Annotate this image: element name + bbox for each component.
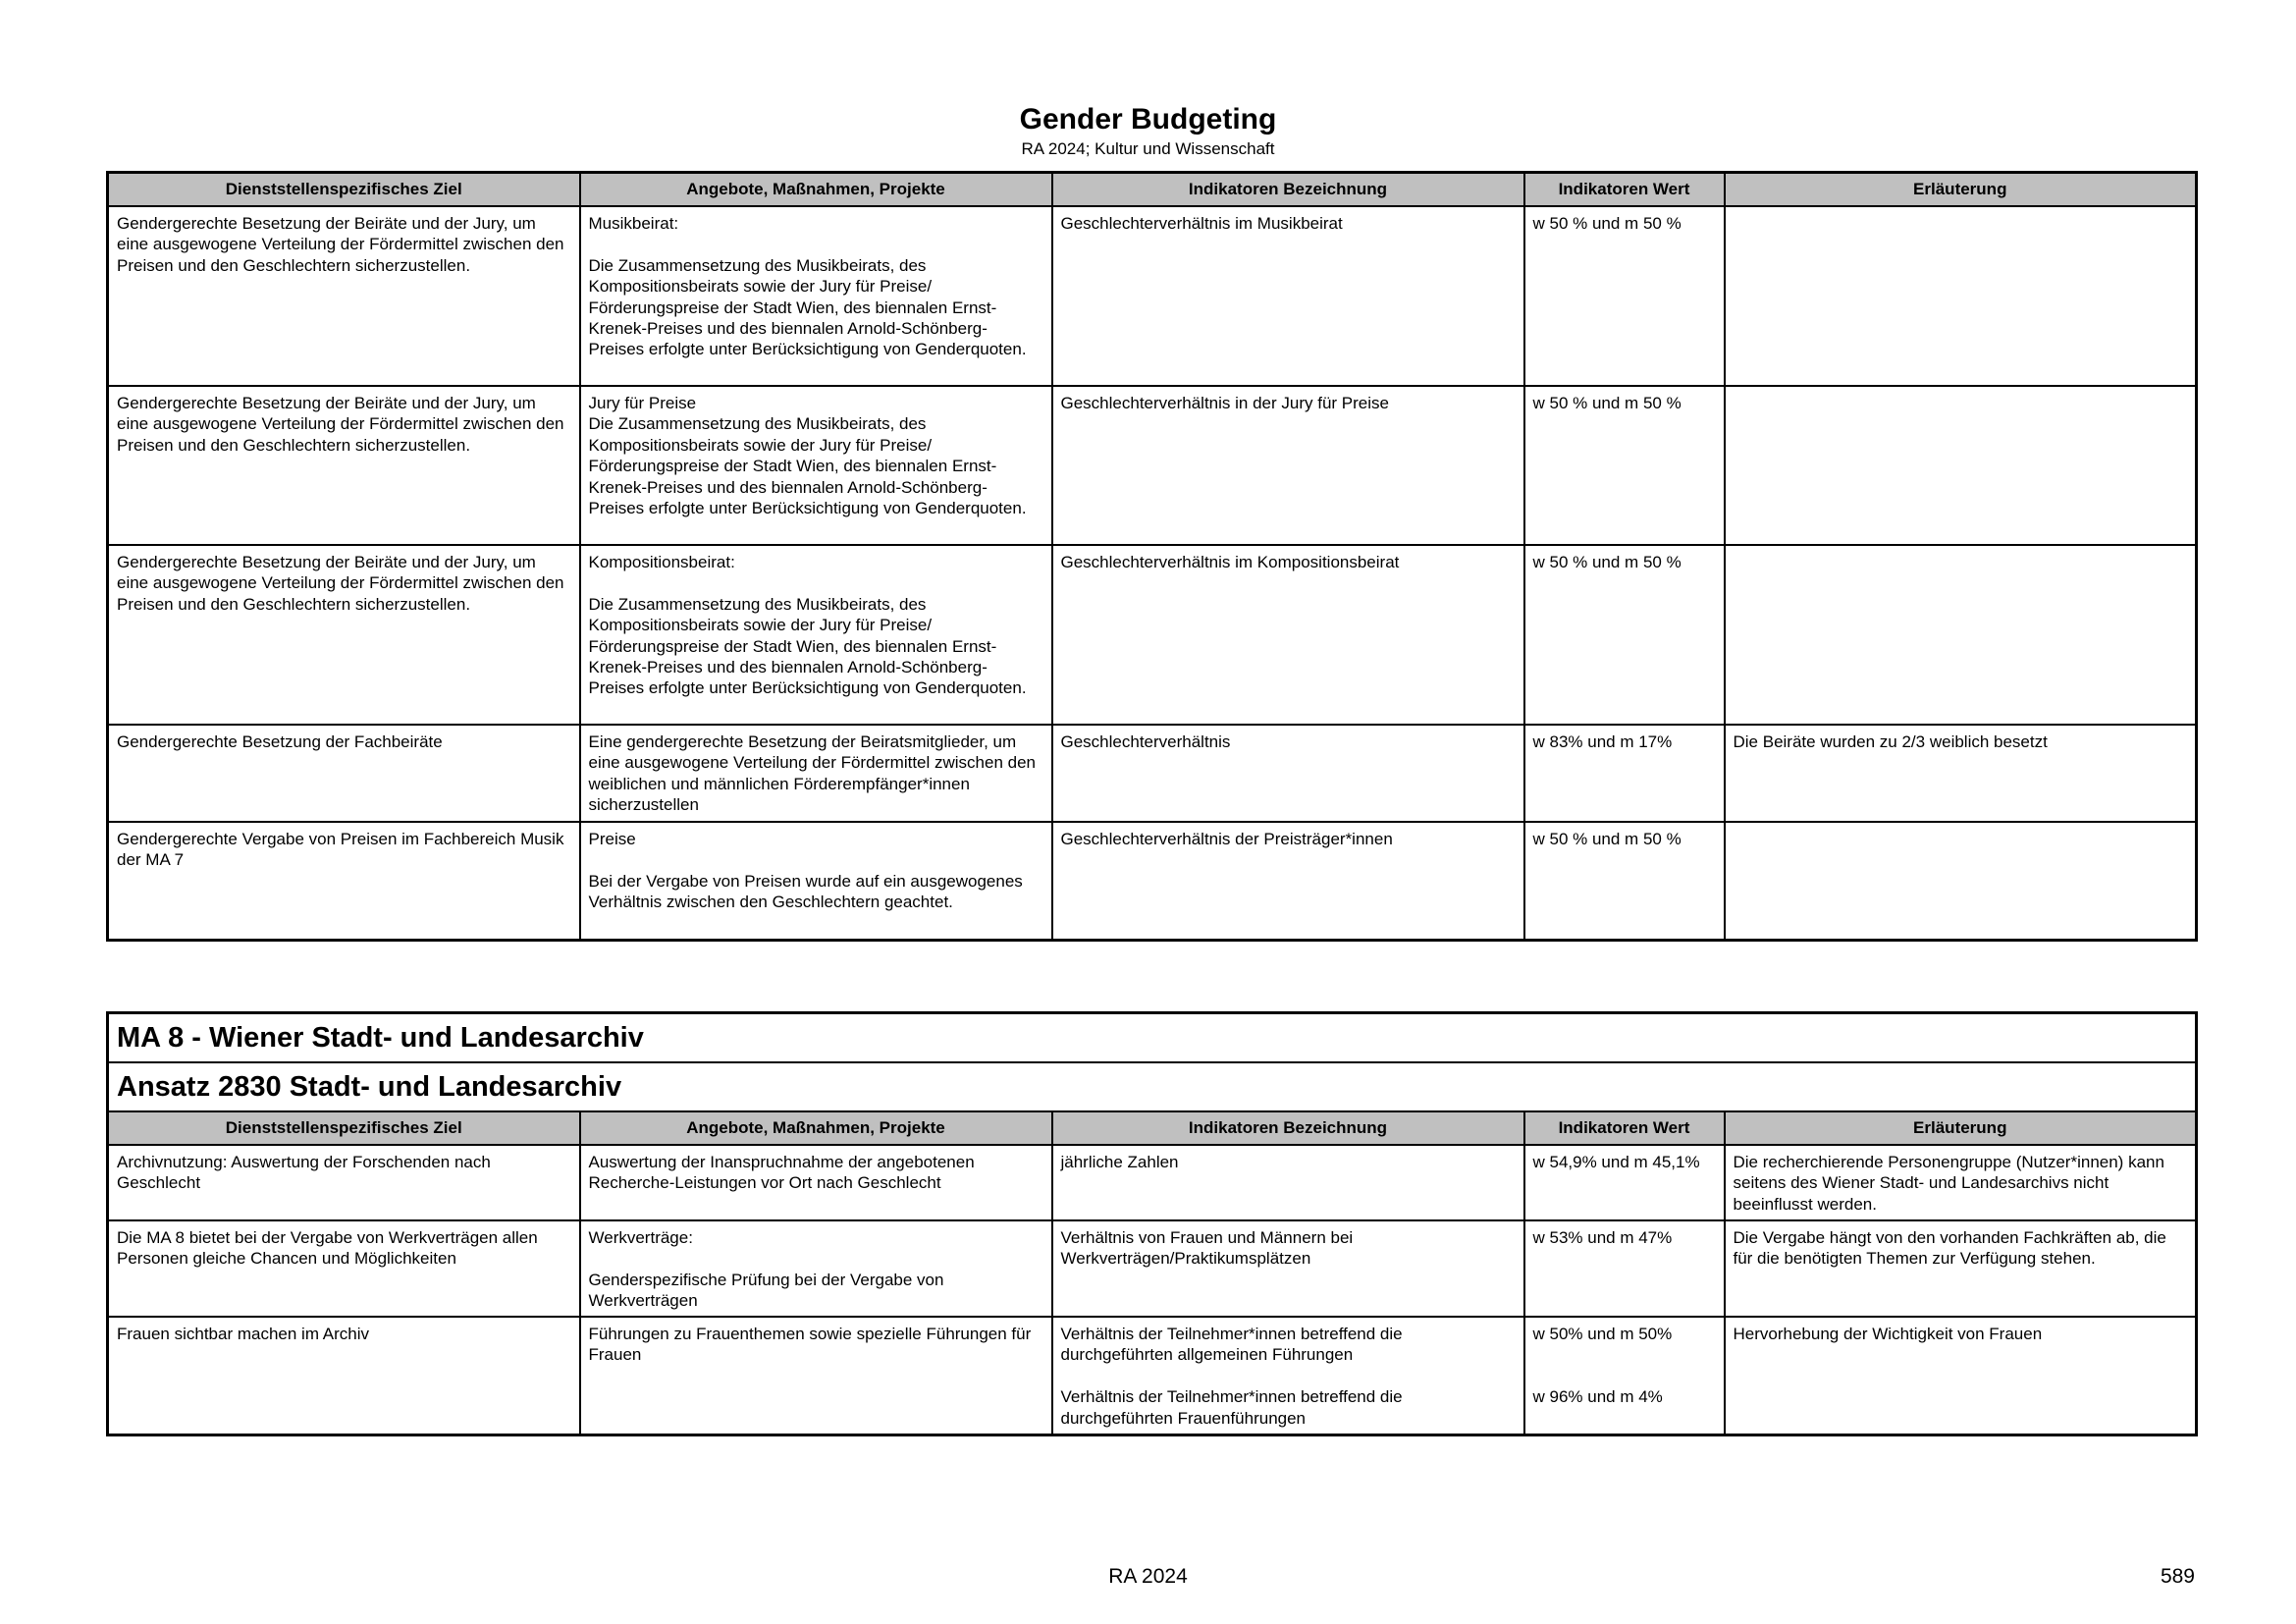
column-header-indikator: Indikatoren Bezeichnung [1052, 173, 1524, 207]
table-row [108, 1220, 2197, 1317]
table-row [108, 386, 2197, 545]
erlaeuterung-cell [1725, 386, 2197, 545]
erlaeuterung-cell: Die Vergabe hängt von den vorhanden Fachkräften ab, die für die benötigten Themen zur Verfügung stehen. [1725, 1220, 2197, 1317]
table-row [108, 1145, 2197, 1220]
gender-budgeting-table-ma8 [106, 1011, 2198, 1436]
column-header-wert: Indikatoren Wert [1524, 1111, 1725, 1145]
wert-cell: w 83% und m 17% [1524, 725, 1725, 822]
indikator-cell: Geschlechterverhältnis [1052, 725, 1524, 822]
indikator-cell: jährliche Zahlen [1052, 1145, 1524, 1220]
indikator-cell: Verhältnis von Frauen und Männern bei Werkverträgen/Praktikumsplätzen [1052, 1220, 1524, 1317]
massnahmen-cell: Kompositionsbeirat: Die Zusammensetzung des Musikbeirats, des Kompositionsbeirats sowie der Jury für Preise/ Förderungspreise der Stadt Wien, des biennalen Ernst-Krenek-Preises und des biennalen Arnold-Schönberg-Preises erfolgte unter Berücksichtigung von Genderquoten. [580, 545, 1052, 725]
massnahmen-cell: Auswertung der Inanspruchnahme der angebotenen Recherche-Leistungen vor Ort nach Geschlecht [580, 1145, 1052, 1220]
wert-cell: w 50 % und m 50 % [1524, 822, 1725, 940]
massnahmen-cell: Werkverträge: Genderspezifische Prüfung bei der Vergabe von Werkverträgen [580, 1220, 1052, 1317]
wert-cell: w 50 % und m 50 % [1524, 545, 1725, 725]
massnahmen-cell: Eine gendergerechte Besetzung der Beiratsmitglieder, um eine ausgewogene Verteilung der Fördermittel zwischen den weiblichen und männlichen Förderempfänger*innen sicherzustellen [580, 725, 1052, 822]
page-subtitle: RA 2024; Kultur und Wissenschaft [1021, 139, 1275, 158]
ziel-cell: Gendergerechte Besetzung der Beiräte und der Jury, um eine ausgewogene Verteilung der Fördermittel zwischen den Preisen und den Geschlechtern sicherzustellen. [108, 206, 580, 386]
ziel-cell: Gendergerechte Besetzung der Beiräte und der Jury, um eine ausgewogene Verteilung der Fördermittel zwischen den Preisen und den Geschlechtern sicherzustellen. [108, 386, 580, 545]
column-header-ziel: Dienststellenspezifisches Ziel [108, 1111, 580, 1145]
wert-cell: w 50% und m 50% w 96% und m 4% [1524, 1317, 1725, 1435]
table-row [108, 206, 2197, 386]
massnahmen-cell: Musikbeirat: Die Zusammensetzung des Musikbeirats, des Kompositionsbeirats sowie der Jury für Preise/ Förderungspreise der Stadt Wien, des biennalen Ernst-Krenek-Preises und des biennalen Arnold-Schönberg-Preises erfolgte unter Berücksichtigung von Genderquoten. [580, 206, 1052, 386]
column-header-erlaeuterung: Erläuterung [1725, 1111, 2197, 1145]
column-header-massnahmen: Angebote, Maßnahmen, Projekte [580, 173, 1052, 207]
massnahmen-cell: Preise Bei der Vergabe von Preisen wurde auf ein ausgewogenes Verhältnis zwischen den Geschlechtern geachtet. [580, 822, 1052, 940]
column-header-erlaeuterung: Erläuterung [1725, 173, 2197, 207]
ansatz-heading-row [108, 1062, 2197, 1111]
ziel-cell: Frauen sichtbar machen im Archiv [108, 1317, 580, 1435]
footer-report-label: RA 2024 [1108, 1565, 1188, 1588]
table-row [108, 822, 2197, 940]
table-row [108, 545, 2197, 725]
indikator-cell: Geschlechterverhältnis in der Jury für Preise [1052, 386, 1524, 545]
wert-cell: w 54,9% und m 45,1% [1524, 1145, 1725, 1220]
table-header-row [108, 173, 2197, 207]
column-header-indikator: Indikatoren Bezeichnung [1052, 1111, 1524, 1145]
wert-cell: w 53% und m 47% [1524, 1220, 1725, 1317]
massnahmen-cell: Führungen zu Frauenthemen sowie spezielle Führungen für Frauen [580, 1317, 1052, 1435]
massnahmen-cell: Jury für Preise Die Zusammensetzung des Musikbeirats, des Kompositionsbeirats sowie der Jury für Preise/ Förderungspreise der Stadt Wien, des biennalen Ernst-Krenek-Preises und des biennalen Arnold-Schönberg-Preises erfolgte unter Berücksichtigung von Genderquoten. [580, 386, 1052, 545]
ziel-cell: Gendergerechte Besetzung der Fachbeiräte [108, 725, 580, 822]
indikator-cell: Verhältnis der Teilnehmer*innen betreffend die durchgeführten allgemeinen Führungen Verhältnis der Teilnehmer*innen betreffend die durchgeführten Frauenführungen [1052, 1317, 1524, 1435]
column-header-wert: Indikatoren Wert [1524, 173, 1725, 207]
indikator-cell: Geschlechterverhältnis der Preisträger*innen [1052, 822, 1524, 940]
indikator-cell: Geschlechterverhältnis im Kompositionsbeirat [1052, 545, 1524, 725]
erlaeuterung-cell: Hervorhebung der Wichtigkeit von Frauen [1725, 1317, 2197, 1435]
ansatz-heading: Ansatz 2830 Stadt- und Landesarchiv [108, 1062, 2197, 1111]
table-row [108, 725, 2197, 822]
page-title: Gender Budgeting [1019, 103, 1277, 135]
erlaeuterung-cell [1725, 206, 2197, 386]
erlaeuterung-cell: Die recherchierende Personengruppe (Nutzer*innen) kann seitens des Wiener Stadt- und Landesarchivs nicht beeinflusst werden. [1725, 1145, 2197, 1220]
erlaeuterung-cell [1725, 545, 2197, 725]
erlaeuterung-cell [1725, 822, 2197, 940]
ziel-cell: Archivnutzung: Auswertung der Forschenden nach Geschlecht [108, 1145, 580, 1220]
wert-cell: w 50 % und m 50 % [1524, 206, 1725, 386]
wert-cell: w 50 % und m 50 % [1524, 386, 1725, 545]
department-heading-row [108, 1013, 2197, 1063]
department-heading: MA 8 - Wiener Stadt- und Landesarchiv [108, 1013, 2197, 1063]
ziel-cell: Gendergerechte Vergabe von Preisen im Fachbereich Musik der MA 7 [108, 822, 580, 940]
ziel-cell: Gendergerechte Besetzung der Beiräte und der Jury, um eine ausgewogene Verteilung der Fördermittel zwischen den Preisen und den Geschlechtern sicherzustellen. [108, 545, 580, 725]
table-row [108, 1317, 2197, 1435]
page-number: 589 [2160, 1565, 2195, 1588]
column-header-massnahmen: Angebote, Maßnahmen, Projekte [580, 1111, 1052, 1145]
gender-budgeting-table-culture [106, 171, 2198, 942]
column-header-ziel: Dienststellenspezifisches Ziel [108, 173, 580, 207]
table-header-row [108, 1111, 2197, 1145]
erlaeuterung-cell: Die Beiräte wurden zu 2/3 weiblich besetzt [1725, 725, 2197, 822]
indikator-cell: Geschlechterverhältnis im Musikbeirat [1052, 206, 1524, 386]
ziel-cell: Die MA 8 bietet bei der Vergabe von Werkverträgen allen Personen gleiche Chancen und Möglichkeiten [108, 1220, 580, 1317]
